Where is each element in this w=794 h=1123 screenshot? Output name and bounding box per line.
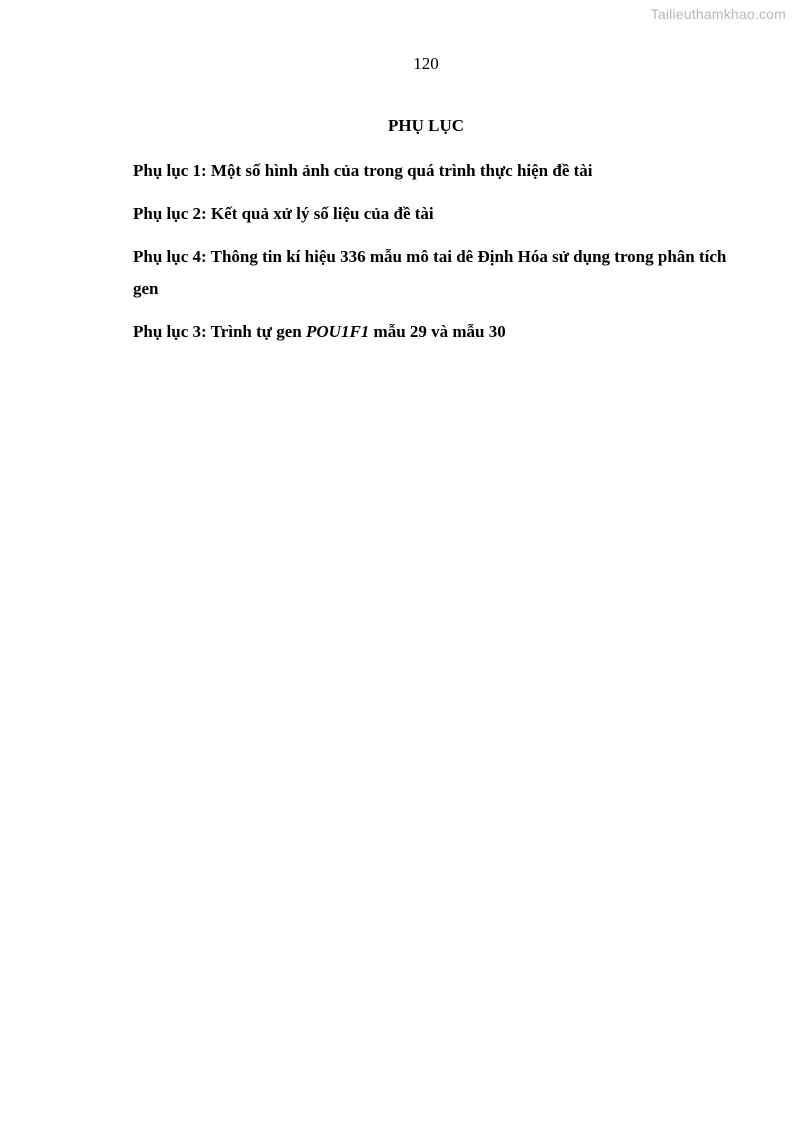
page-title: PHỤ LỤC <box>387 116 465 135</box>
appendix-item-2: Phụ lục 2: Kết quả xử lý số liệu của đề tài <box>133 204 434 223</box>
appendix-item-3 <box>133 316 733 348</box>
watermark: Tailieuthamkhao.com <box>650 6 786 22</box>
page-number: 120 <box>413 54 439 73</box>
appendix-item-3-prefix: Phụ lục 3: Trình tự gen <box>133 322 306 341</box>
appendix-item-3-suffix: mẫu 29 và mẫu 30 <box>369 322 506 341</box>
appendix-item-4: Phụ lục 4: Thông tin kí hiệu 336 mẫu mô tai dê Định Hóa sử dụng trong phân tích gen <box>133 247 727 298</box>
gene-name: POU1F1 <box>306 322 370 341</box>
appendix-item-1: Phụ lục 1: Một số hình ảnh của trong quá trình thực hiện đề tài <box>133 161 593 180</box>
appendix-list <box>133 155 733 359</box>
